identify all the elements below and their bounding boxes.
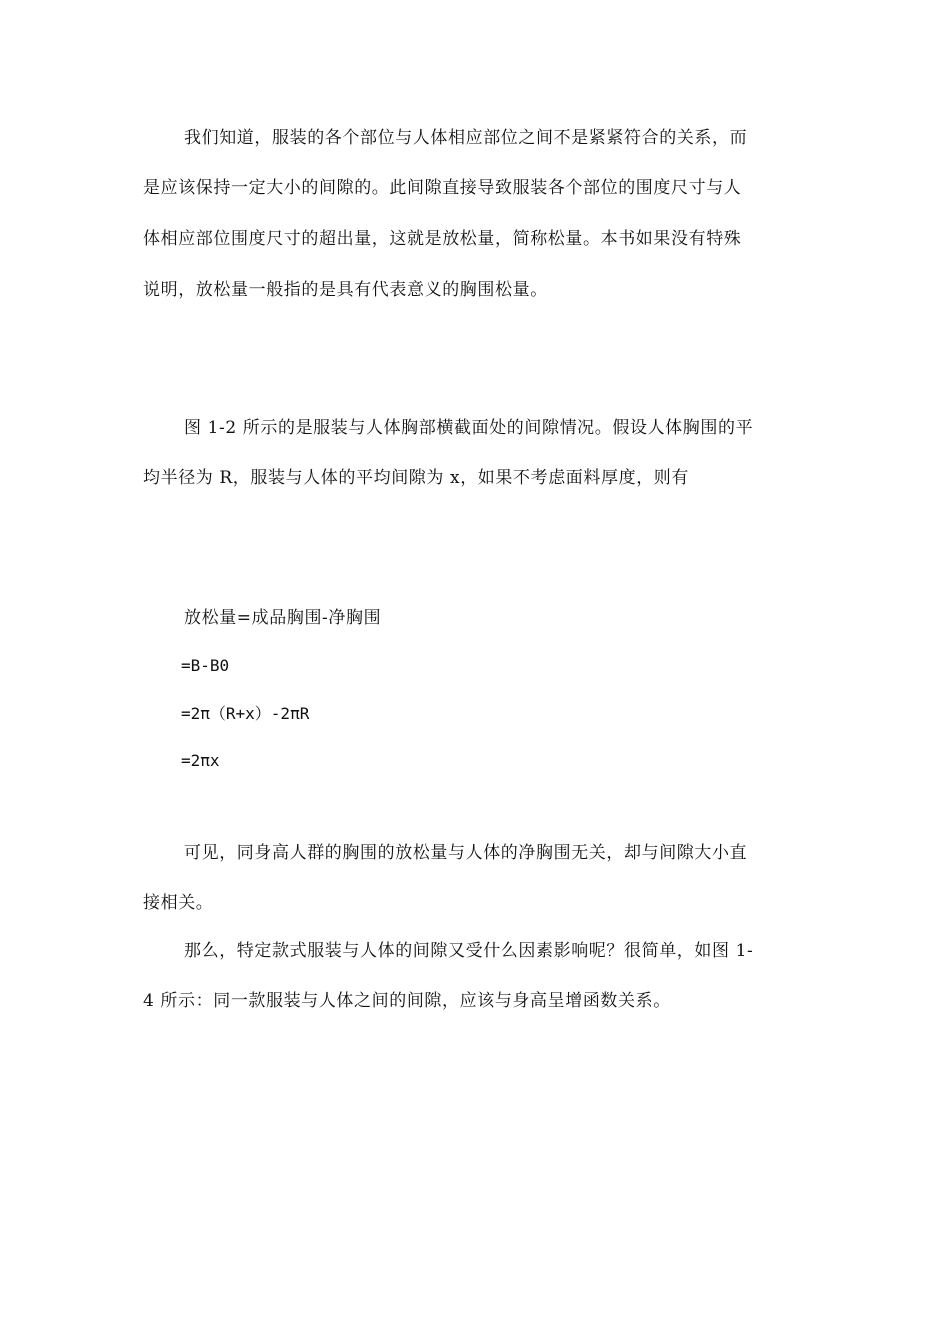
- paragraph-line: 是应该保持一定大小的间隙的。此间隙直接导致服装各个部位的围度尺寸与人: [143, 178, 742, 198]
- formula-line: =2π（R+x）-2πR: [181, 704, 310, 723]
- formula-line: =2πx: [181, 751, 220, 770]
- paragraph-line: 均半径为 R，服装与人体的平均间隙为 x，如果不考虑面料厚度，则有: [143, 468, 689, 488]
- formula-line: 放松量=成品胸围-净胸围: [184, 608, 382, 628]
- formula-line: =B-B0: [181, 656, 230, 675]
- paragraph-line: 说明，放松量一般指的是具有代表意义的胸围松量。: [143, 280, 548, 300]
- paragraph-line: 接相关。: [143, 893, 214, 913]
- paragraph-line: 图 1-2 所示的是服装与人体胸部横截面处的间隙情况。假设人体胸围的平: [184, 418, 754, 438]
- paragraph-line: 4 所示：同一款服装与人体之间的间隙，应该与身高呈增函数关系。: [143, 991, 671, 1011]
- paragraph-line: 那么，特定款式服装与人体的间隙又受什么因素影响呢？很简单，如图 1-: [184, 941, 754, 961]
- paragraph-line: 我们知道，服装的各个部位与人体相应部位之间不是紧紧符合的关系，而: [184, 128, 748, 148]
- paragraph-line: 体相应部位围度尺寸的超出量，这就是放松量，简称松量。本书如果没有特殊: [143, 229, 742, 249]
- paragraph-line: 可见，同身高人群的胸围的放松量与人体的净胸围无关，却与间隙大小直: [184, 843, 748, 863]
